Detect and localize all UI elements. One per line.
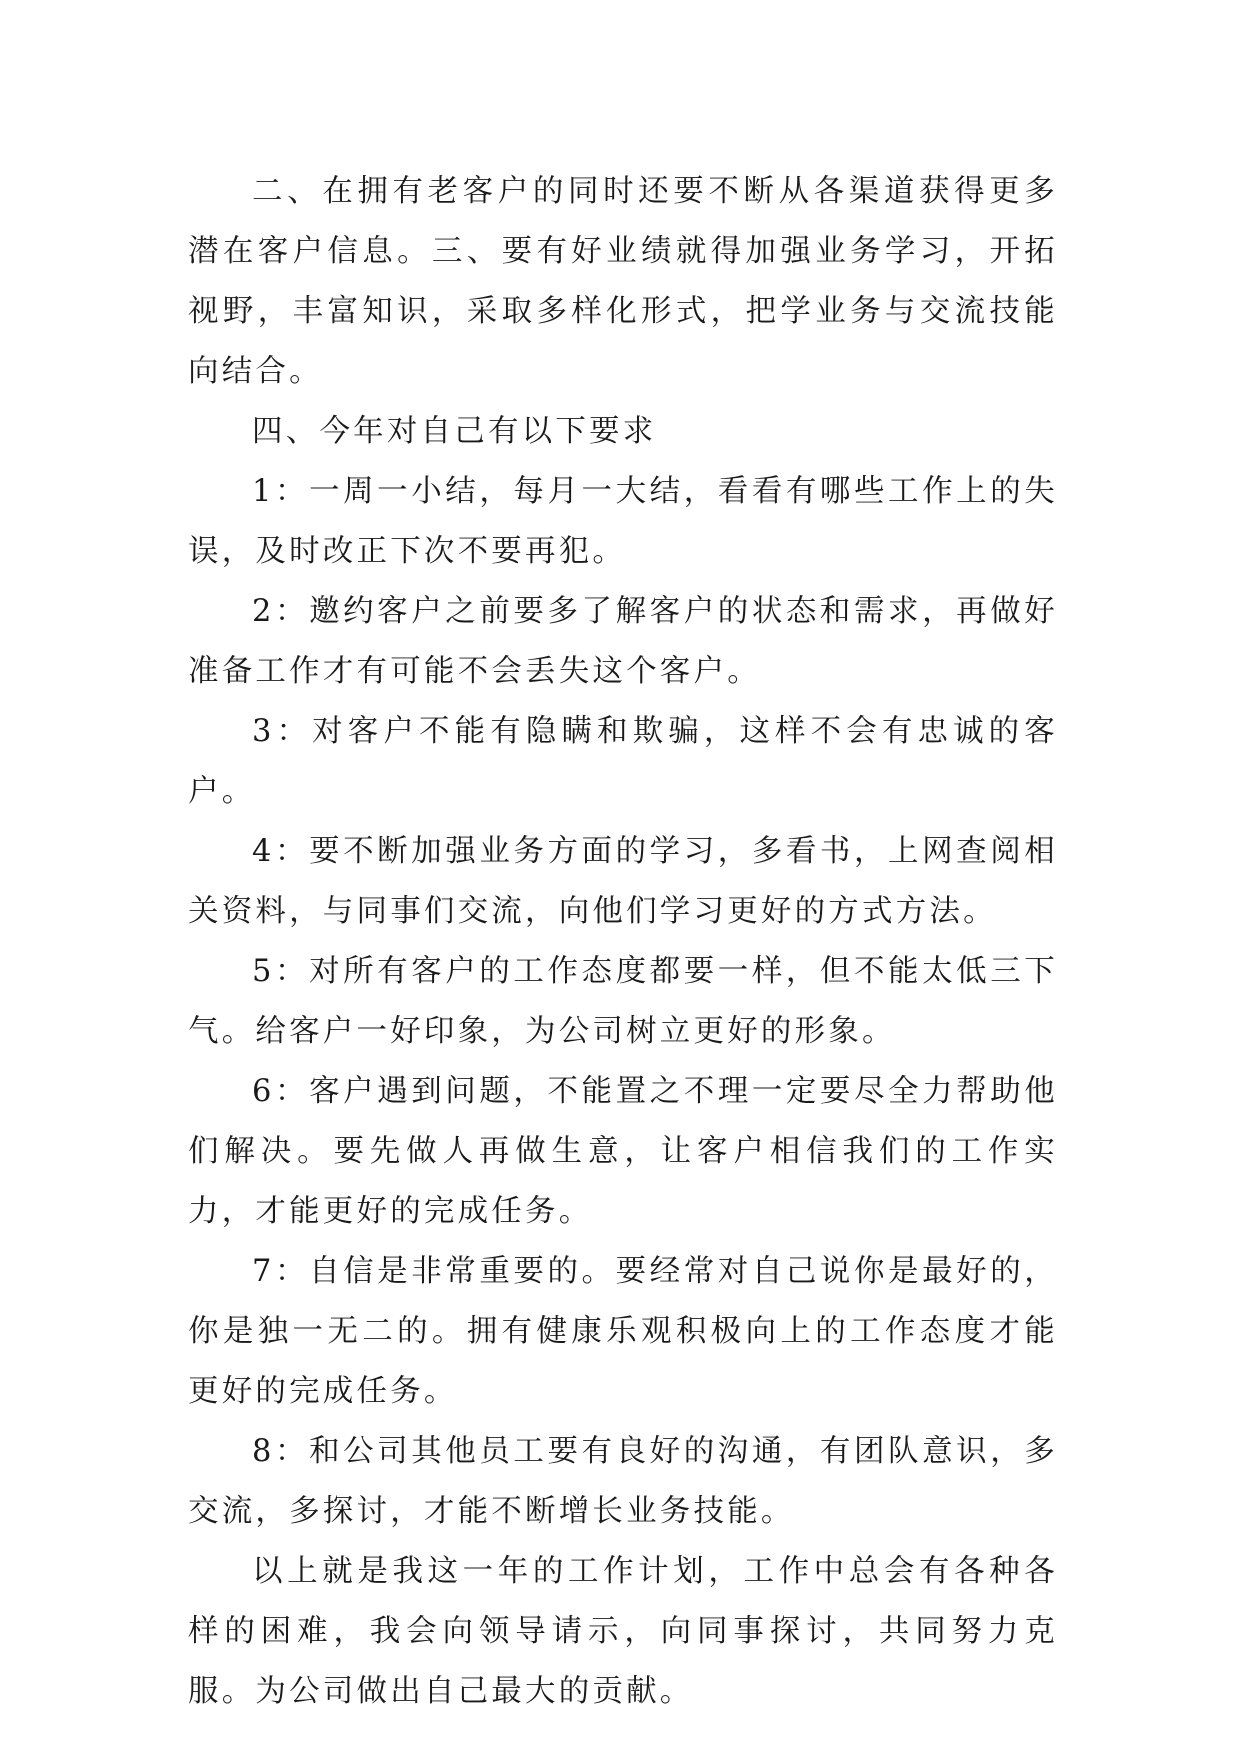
paragraph-item-3: 3：对客户不能有隐瞒和欺骗，这样不会有忠诚的客户。 — [188, 714, 1058, 809]
paragraph-conclusion: 以上就是我这一年的工作计划，工作中总会有各种各样的困难，我会向领导请示，向同事探讨，共同努力克服。为公司做出自己最大的贡献。 — [188, 1554, 1058, 1709]
paragraph-item-1: 1：一周一小结，每月一大结，看看有哪些工作上的失误，及时改正下次不要再犯。 — [188, 474, 1058, 569]
paragraph-item-2: 2：邀约客户之前要多了解客户的状态和需求，再做好准备工作才有可能不会丢失这个客户。 — [188, 594, 1058, 689]
paragraph-customer-info: 二、在拥有老客户的同时还要不断从各渠道获得更多潜在客户信息。三、要有好业绩就得加强业务学习，开拓视野，丰富知识，采取多样化形式，把学业务与交流技能向结合。 — [188, 174, 1058, 389]
paragraph-requirements-heading: 四、今年对自己有以下要求 — [252, 414, 657, 449]
paragraph-item-6: 6：客户遇到问题，不能置之不理一定要尽全力帮助他们解决。要先做人再做生意，让客户相信我们的工作实力，才能更好的完成任务。 — [188, 1074, 1058, 1229]
paragraph-item-4: 4：要不断加强业务方面的学习，多看书，上网查阅相关资料，与同事们交流，向他们学习更好的方式方法。 — [188, 834, 1058, 929]
paragraph-item-8: 8：和公司其他员工要有良好的沟通，有团队意识，多交流，多探讨，才能不断增长业务技能。 — [188, 1434, 1058, 1529]
paragraph-item-5: 5：对所有客户的工作态度都要一样，但不能太低三下气。给客户一好印象，为公司树立更好的形象。 — [188, 954, 1058, 1049]
document-body — [188, 162, 1058, 1722]
paragraph-item-7: 7：自信是非常重要的。要经常对自己说你是最好的，你是独一无二的。拥有健康乐观积极向上的工作态度才能更好的完成任务。 — [188, 1254, 1058, 1409]
